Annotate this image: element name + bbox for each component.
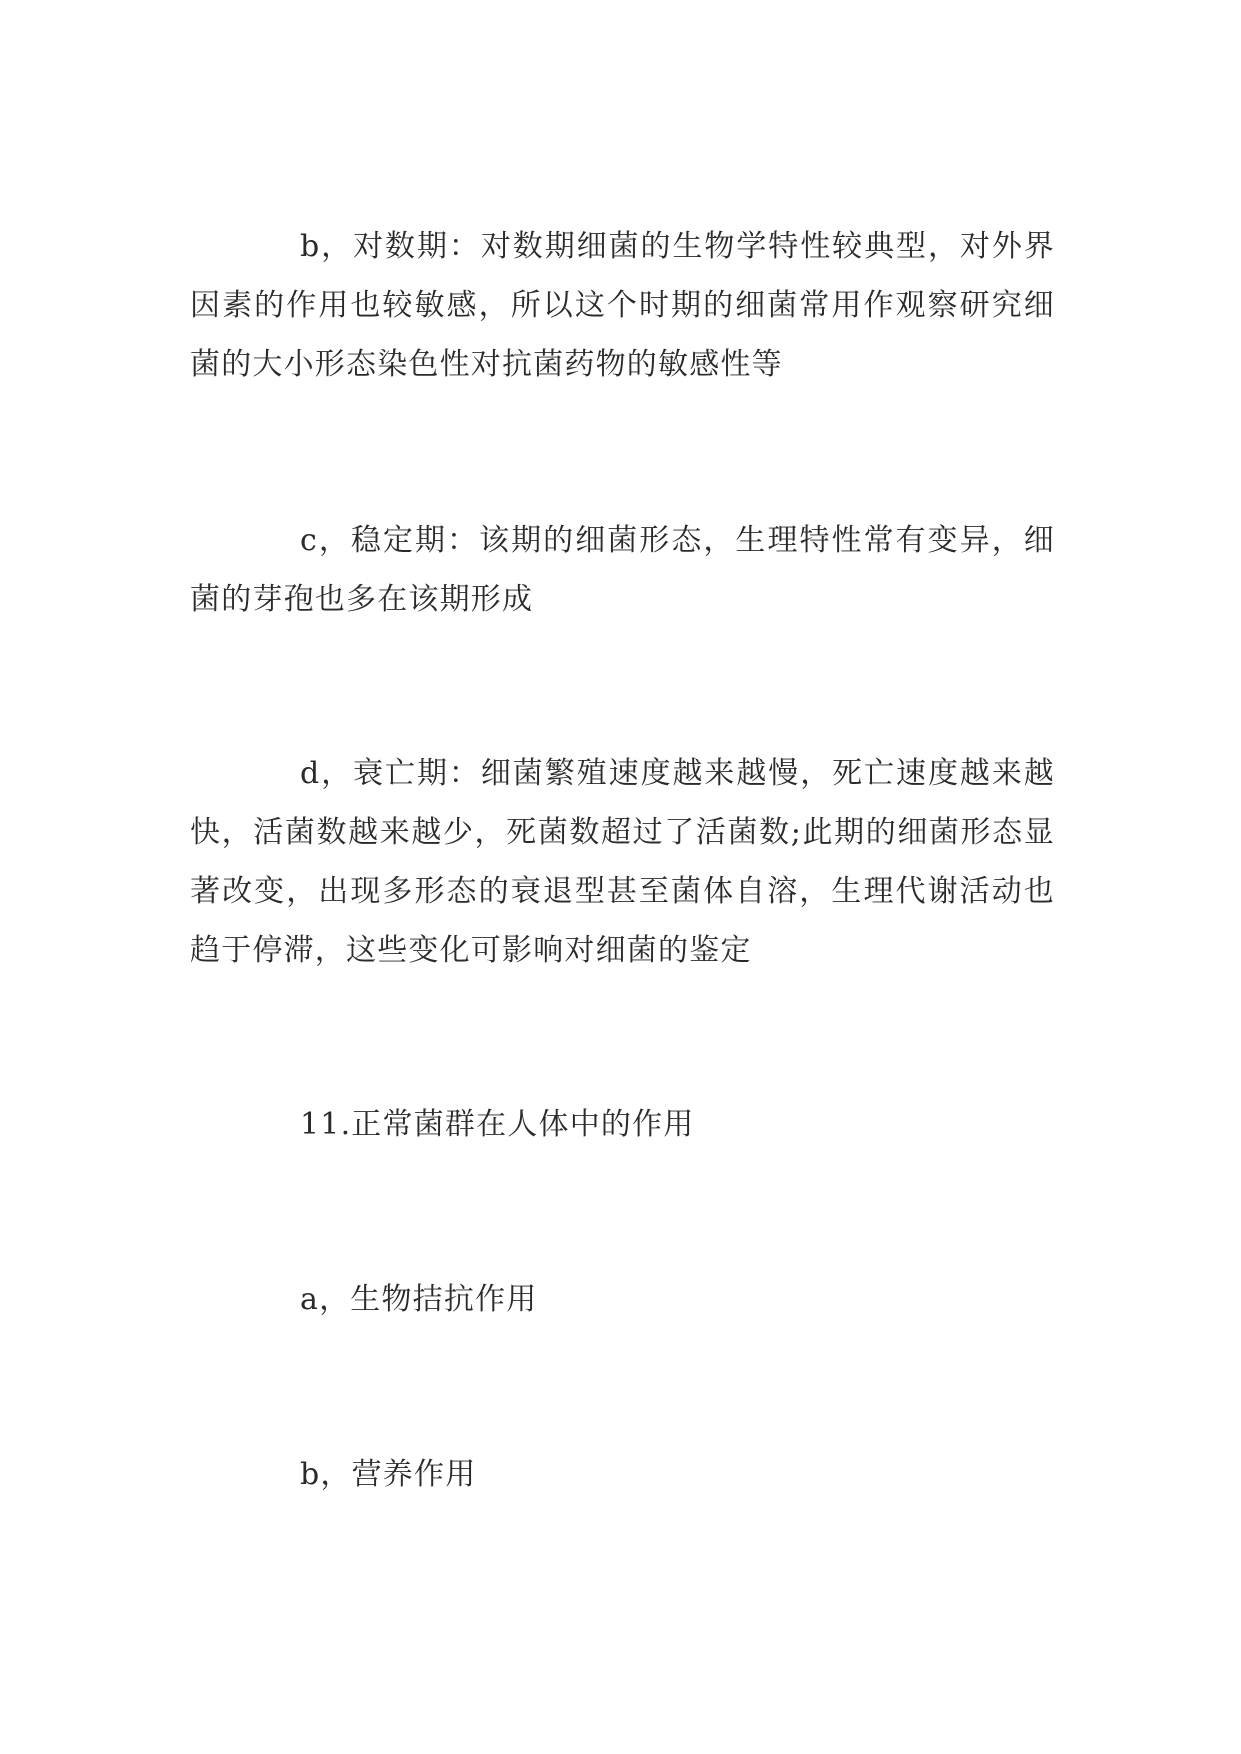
- list-item-biological-antagonism: a，生物拮抗作用: [300, 1282, 538, 1317]
- paragraph-decline-phase: d，衰亡期：细菌繁殖速度越来越慢，死亡速度越来越快，活菌数越来越少，死菌数超过了活菌数;此期的细菌形态显著改变，出现多形态的衰退型甚至菌体自溶，生理代谢活动也趋于停滞，这些变化可影响对细菌的鉴定: [190, 756, 1055, 968]
- list-item-nutrition: b，营养作用: [300, 1457, 477, 1492]
- paragraph-logarithmic-phase: b，对数期：对数期细菌的生物学特性较典型，对外界因素的作用也较敏感，所以这个时期的细菌常用作观察研究细菌的大小形态染色性对抗菌药物的敏感性等: [190, 229, 1055, 382]
- paragraph-stationary-phase: c，稳定期：该期的细菌形态，生理特性常有变异，细菌的芽孢也多在该期形成: [190, 523, 1055, 617]
- section-heading-normal-flora: 11.正常菌群在人体中的作用: [300, 1107, 695, 1142]
